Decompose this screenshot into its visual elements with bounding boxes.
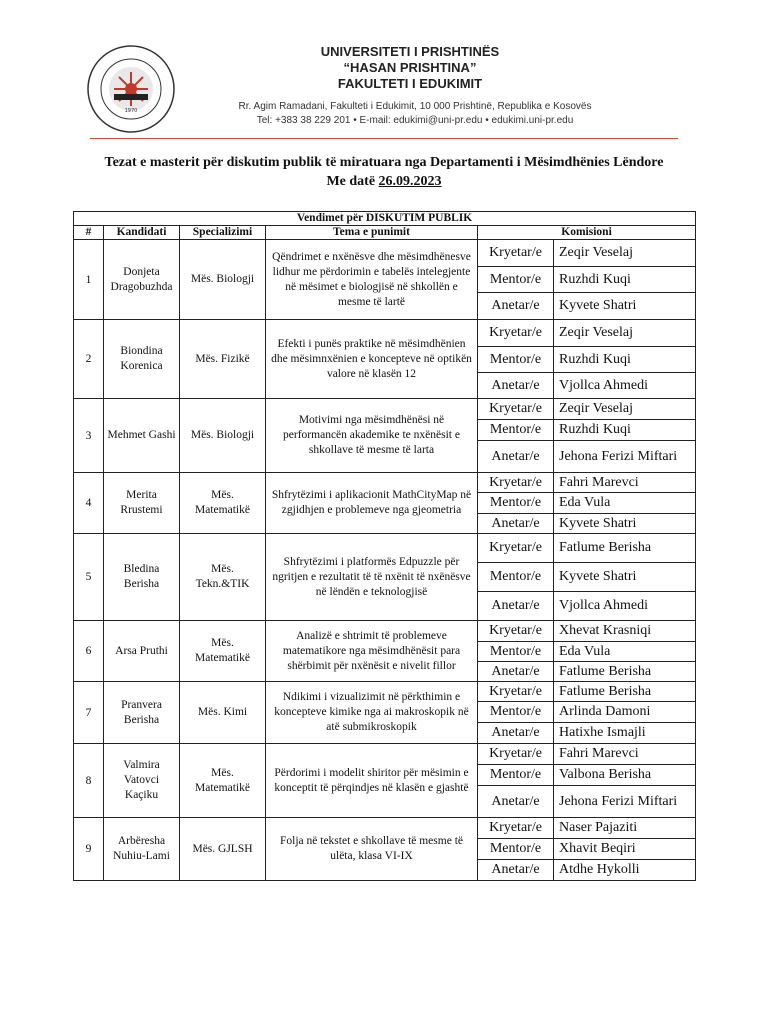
candidate-name: Biondina Korenica: [104, 320, 180, 399]
committee-role: Mentor/e: [478, 702, 554, 723]
committee-member: Xhevat Krasniqi: [554, 621, 696, 642]
specialization: Mës. Fizikë: [180, 320, 266, 399]
header-num: #: [74, 226, 104, 240]
committee-role: Mentor/e: [478, 347, 554, 373]
specialization: Mës. Matematikë: [180, 744, 266, 818]
committee-role: Anetar/e: [478, 373, 554, 399]
thesis-topic: Përdorimi i modelit shiritor për mësimin e konceptit të përqindjes në klasën e gjashtë: [266, 744, 478, 818]
committee-role: Mentor/e: [478, 420, 554, 441]
thesis-topic: Shfrytëzimi i platformës Edpuzzle për ngritjen e rezultatit të të nxënit të nxënësve në lëndën e teknologjisë: [266, 534, 478, 621]
committee-member: Vjollca Ahmedi: [554, 592, 696, 621]
committee-role: Mentor/e: [478, 563, 554, 592]
committee-row: [74, 534, 696, 563]
contact-line: Tel: +383 38 229 201 • E-mail: edukimi@uni-pr.edu • edukimi.uni-pr.edu: [256, 115, 574, 126]
university-subtitle: “HASAN PRISHTINA”: [343, 60, 477, 75]
specialization: Mës. Biologji: [180, 399, 266, 473]
specialization: Mës. Biologji: [180, 240, 266, 320]
committee-member: Naser Pajaziti: [554, 818, 696, 839]
committee-member: Arlinda Damoni: [554, 702, 696, 723]
row-number: 1: [74, 240, 104, 320]
committee-role: Mentor/e: [478, 267, 554, 293]
committee-role: Anetar/e: [478, 514, 554, 534]
thesis-topic: Efekti i punës praktike në mësimdhënien dhe mësimnxënien e koncepteve në optikën valore në klasën 12: [266, 320, 478, 399]
specialization: Mës. Tekn.&TIK: [180, 534, 266, 621]
university-seal-logo: [86, 44, 176, 134]
committee-member: Eda Vula: [554, 493, 696, 514]
committee-member: Atdhe Hykolli: [554, 860, 696, 881]
committee-row: [74, 473, 696, 493]
thesis-topic: Folja në tekstet e shkollave të mesme të ulëta, klasa VI-IX: [266, 818, 478, 881]
committee-role: Kryetar/e: [478, 240, 554, 267]
thesis-topic: Shfrytëzimi i aplikacionit MathCityMap në zgjidhjen e problemeve nga gjeometria: [266, 473, 478, 534]
committee-role: Mentor/e: [478, 642, 554, 662]
candidate-name: Mehmet Gashi: [104, 399, 180, 473]
committee-member: Fatlume Berisha: [554, 662, 696, 682]
committee-member: Xhavit Beqiri: [554, 839, 696, 860]
specialization: Mës. Matematikë: [180, 621, 266, 682]
committee-member: Zeqir Veselaj: [554, 399, 696, 420]
candidate-name: Arbëresha Nuhiu-Lami: [104, 818, 180, 881]
decision-date: 26.09.2023: [378, 174, 442, 189]
row-number: 8: [74, 744, 104, 818]
header-divider: [90, 138, 678, 139]
row-number: 7: [74, 682, 104, 744]
committee-member: Kyvete Shatri: [554, 514, 696, 534]
candidate-name: Donjeta Dragobuzhda: [104, 240, 180, 320]
committee-member: Hatixhe Ismajli: [554, 723, 696, 744]
committee-role: Kryetar/e: [478, 744, 554, 765]
committee-row: [74, 240, 696, 267]
committee-role: Kryetar/e: [478, 473, 554, 493]
committee-role: Kryetar/e: [478, 621, 554, 642]
committee-member: Zeqir Veselaj: [554, 240, 696, 267]
specialization: Mës. GJLSH: [180, 818, 266, 881]
candidate-name: Arsa Pruthi: [104, 621, 180, 682]
row-number: 6: [74, 621, 104, 682]
thesis-topic: Analizë e shtrimit të problemeve matematikore nga mësimdhënësit para shërbimit për nxënësit e nivelit fillor: [266, 621, 478, 682]
svg-text:1970: 1970: [124, 108, 138, 114]
committee-member: Ruzhdi Kuqi: [554, 347, 696, 373]
committee-member: Kyvete Shatri: [554, 563, 696, 592]
candidate-name: Merita Rrustemi: [104, 473, 180, 534]
thesis-topic: Motivimi nga mësimdhënësi në performancën akademike te nxënësit e shkollave të mesme të larta: [266, 399, 478, 473]
decisions-table: [73, 211, 696, 881]
candidate-name: Bledina Berisha: [104, 534, 180, 621]
candidate-name: Valmira Vatovci Kaçiku: [104, 744, 180, 818]
committee-member: Eda Vula: [554, 642, 696, 662]
committee-row: [74, 682, 696, 702]
row-number: 5: [74, 534, 104, 621]
committee-role: Kryetar/e: [478, 399, 554, 420]
committee-member: Fahri Marevci: [554, 473, 696, 493]
header-specialization: Specializimi: [180, 226, 266, 240]
committee-member: Ruzhdi Kuqi: [554, 267, 696, 293]
committee-member: Ruzhdi Kuqi: [554, 420, 696, 441]
header-topic: Tema e punimit: [266, 226, 478, 240]
committee-role: Kryetar/e: [478, 818, 554, 839]
row-number: 3: [74, 399, 104, 473]
committee-role: Anetar/e: [478, 860, 554, 881]
thesis-topic: Qëndrimet e nxënësve dhe mësimdhënesve lidhur me përdorimin e tabelës intelegjente në mësimet e biologjisë në shkollën e mesme të lartë: [266, 240, 478, 320]
committee-role: Anetar/e: [478, 293, 554, 320]
committee-member: Zeqir Veselaj: [554, 320, 696, 347]
specialization: Mës. Matematikë: [180, 473, 266, 534]
committee-role: Kryetar/e: [478, 320, 554, 347]
committee-member: Jehona Ferizi Miftari: [554, 441, 696, 473]
table-caption: Vendimet për DISKUTIM PUBLIK: [74, 212, 696, 226]
committee-member: Valbona Berisha: [554, 765, 696, 786]
committee-member: Fahri Marevci: [554, 744, 696, 765]
thesis-topic: Ndikimi i vizualizimit në përkthimin e koncepteve kimike nga ai makroskopik në atë submikroskopik: [266, 682, 478, 744]
committee-role: Anetar/e: [478, 441, 554, 473]
committee-role: Mentor/e: [478, 765, 554, 786]
committee-member: Vjollca Ahmedi: [554, 373, 696, 399]
committee-role: Mentor/e: [478, 839, 554, 860]
committee-role: Kryetar/e: [478, 534, 554, 563]
header-committee: Komisioni: [478, 226, 696, 240]
letterhead: [0, 0, 768, 140]
faculty-name: FAKULTETI I EDUKIMIT: [337, 76, 483, 91]
committee-member: Fatlume Berisha: [554, 682, 696, 702]
committee-member: Kyvete Shatri: [554, 293, 696, 320]
committee-row: [74, 818, 696, 839]
committee-row: [74, 320, 696, 347]
committee-row: [74, 621, 696, 642]
university-name: UNIVERSITETI I PRISHTINËS: [320, 44, 500, 59]
committee-role: Kryetar/e: [478, 682, 554, 702]
committee-row: [74, 744, 696, 765]
header-candidate: Kandidati: [104, 226, 180, 240]
candidate-name: Pranvera Berisha: [104, 682, 180, 744]
committee-role: Anetar/e: [478, 723, 554, 744]
specialization: Mës. Kimi: [180, 682, 266, 744]
committee-role: Anetar/e: [478, 786, 554, 818]
committee-role: Anetar/e: [478, 592, 554, 621]
row-number: 4: [74, 473, 104, 534]
address-line: Rr. Agim Ramadani, Fakulteti i Edukimit, 10 000 Prishtinë, Republika e Kosovës: [238, 101, 592, 112]
committee-member: Fatlume Berisha: [554, 534, 696, 563]
committee-member: Jehona Ferizi Miftari: [554, 786, 696, 818]
committee-role: Anetar/e: [478, 662, 554, 682]
row-number: 2: [74, 320, 104, 399]
committee-row: [74, 399, 696, 420]
document-title: Tezat e masterit për diskutim publik të miratuara nga Departamenti i Mësimdhënies Lëndore Me datë 26.09.2023: [104, 155, 664, 189]
committee-role: Mentor/e: [478, 493, 554, 514]
row-number: 9: [74, 818, 104, 881]
